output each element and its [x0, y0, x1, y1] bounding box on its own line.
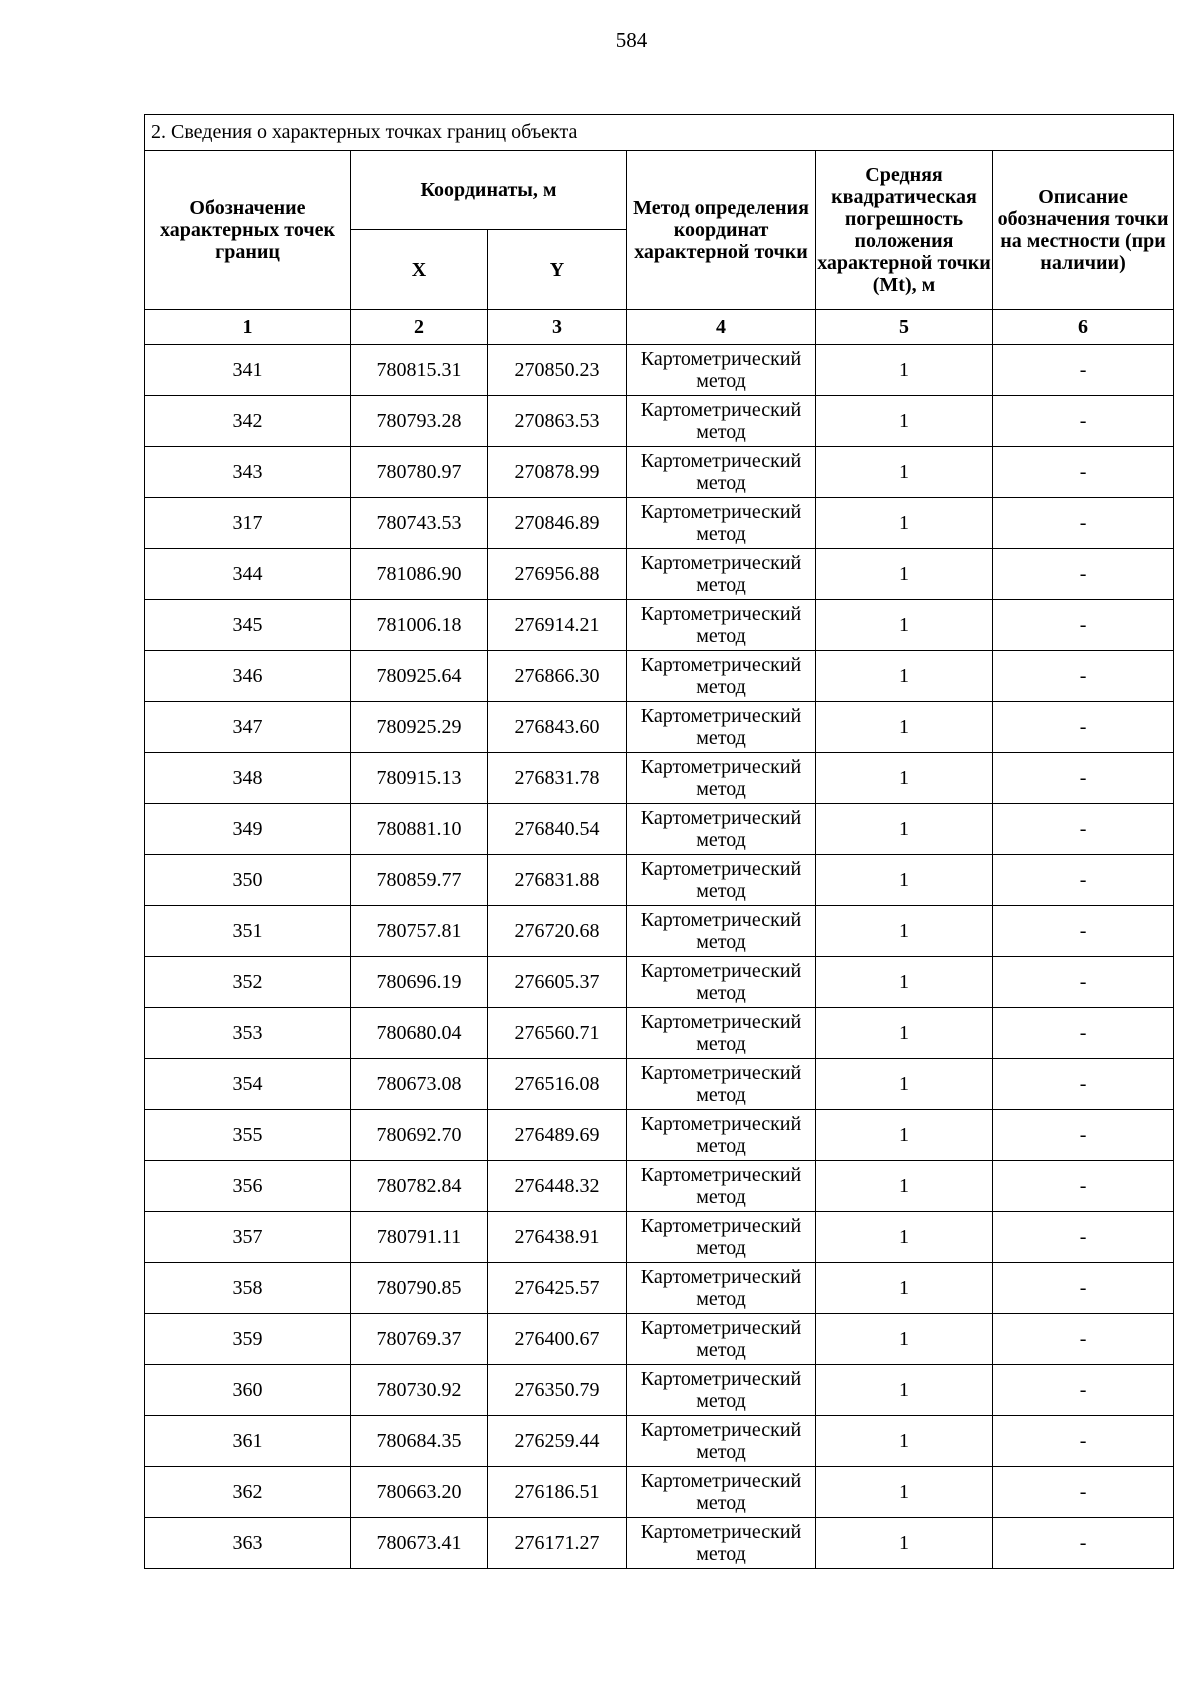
column-number: 3 [488, 310, 627, 345]
point-cell: 356 [145, 1161, 351, 1212]
y-cell: 276350.79 [488, 1365, 627, 1416]
table-row [145, 396, 1174, 447]
table-row [145, 855, 1174, 906]
table-row [145, 1467, 1174, 1518]
method-cell: Картометрический метод [627, 345, 816, 396]
method-cell: Картометрический метод [627, 447, 816, 498]
header-designation: Обозначение характерных точек границ [145, 151, 351, 310]
point-cell: 361 [145, 1416, 351, 1467]
x-cell: 780663.20 [351, 1467, 488, 1518]
description-cell: - [993, 957, 1174, 1008]
description-cell: - [993, 396, 1174, 447]
table-row [145, 1263, 1174, 1314]
error-cell: 1 [816, 855, 993, 906]
error-cell: 1 [816, 549, 993, 600]
error-cell: 1 [816, 447, 993, 498]
column-number: 5 [816, 310, 993, 345]
point-cell: 342 [145, 396, 351, 447]
description-cell: - [993, 855, 1174, 906]
method-cell: Картометрический метод [627, 1314, 816, 1365]
y-cell: 276516.08 [488, 1059, 627, 1110]
point-cell: 346 [145, 651, 351, 702]
table-row [145, 447, 1174, 498]
x-cell: 780925.29 [351, 702, 488, 753]
x-cell: 781006.18 [351, 600, 488, 651]
table-row [145, 498, 1174, 549]
x-cell: 780680.04 [351, 1008, 488, 1059]
error-cell: 1 [816, 498, 993, 549]
header-coordinates: Координаты, м [351, 151, 627, 230]
error-cell: 1 [816, 1416, 993, 1467]
boundary-points-table [144, 114, 1174, 1569]
y-cell: 276186.51 [488, 1467, 627, 1518]
x-cell: 780791.11 [351, 1212, 488, 1263]
y-cell: 270878.99 [488, 447, 627, 498]
column-number: 1 [145, 310, 351, 345]
method-cell: Картометрический метод [627, 1161, 816, 1212]
table-row [145, 1008, 1174, 1059]
x-cell: 780859.77 [351, 855, 488, 906]
y-cell: 276560.71 [488, 1008, 627, 1059]
error-cell: 1 [816, 1314, 993, 1365]
header-y: Y [488, 230, 627, 310]
header-error: Средняя квадратическая погрешность положения характерной точки (Mt), м [816, 151, 993, 310]
table-row [145, 345, 1174, 396]
table-caption: 2. Сведения о характерных точках границ объекта [145, 115, 1174, 151]
method-cell: Картометрический метод [627, 1110, 816, 1161]
method-cell: Картометрический метод [627, 1416, 816, 1467]
error-cell: 1 [816, 957, 993, 1008]
point-cell: 362 [145, 1467, 351, 1518]
x-cell: 780673.08 [351, 1059, 488, 1110]
table-row [145, 957, 1174, 1008]
error-cell: 1 [816, 1212, 993, 1263]
y-cell: 276720.68 [488, 906, 627, 957]
x-cell: 781086.90 [351, 549, 488, 600]
method-cell: Картометрический метод [627, 855, 816, 906]
x-cell: 780780.97 [351, 447, 488, 498]
description-cell: - [993, 498, 1174, 549]
y-cell: 276866.30 [488, 651, 627, 702]
y-cell: 276400.67 [488, 1314, 627, 1365]
table-row [145, 804, 1174, 855]
y-cell: 276956.88 [488, 549, 627, 600]
error-cell: 1 [816, 1110, 993, 1161]
y-cell: 276840.54 [488, 804, 627, 855]
x-cell: 780925.64 [351, 651, 488, 702]
point-cell: 344 [145, 549, 351, 600]
point-cell: 348 [145, 753, 351, 804]
x-cell: 780730.92 [351, 1365, 488, 1416]
method-cell: Картометрический метод [627, 498, 816, 549]
point-cell: 345 [145, 600, 351, 651]
description-cell: - [993, 1365, 1174, 1416]
y-cell: 276448.32 [488, 1161, 627, 1212]
table-row [145, 1212, 1174, 1263]
table-row [145, 1365, 1174, 1416]
header-x: X [351, 230, 488, 310]
description-cell: - [993, 1416, 1174, 1467]
y-cell: 270846.89 [488, 498, 627, 549]
error-cell: 1 [816, 1008, 993, 1059]
error-cell: 1 [816, 1365, 993, 1416]
description-cell: - [993, 600, 1174, 651]
y-cell: 276171.27 [488, 1518, 627, 1569]
error-cell: 1 [816, 906, 993, 957]
error-cell: 1 [816, 1518, 993, 1569]
x-cell: 780757.81 [351, 906, 488, 957]
description-cell: - [993, 702, 1174, 753]
method-cell: Картометрический метод [627, 549, 816, 600]
x-cell: 780684.35 [351, 1416, 488, 1467]
point-cell: 360 [145, 1365, 351, 1416]
column-number: 4 [627, 310, 816, 345]
description-cell: - [993, 1110, 1174, 1161]
y-cell: 276914.21 [488, 600, 627, 651]
method-cell: Картометрический метод [627, 1518, 816, 1569]
point-cell: 357 [145, 1212, 351, 1263]
method-cell: Картометрический метод [627, 1059, 816, 1110]
description-cell: - [993, 906, 1174, 957]
x-cell: 780692.70 [351, 1110, 488, 1161]
description-cell: - [993, 1467, 1174, 1518]
error-cell: 1 [816, 1263, 993, 1314]
x-cell: 780743.53 [351, 498, 488, 549]
method-cell: Картометрический метод [627, 753, 816, 804]
point-cell: 347 [145, 702, 351, 753]
y-cell: 276843.60 [488, 702, 627, 753]
description-cell: - [993, 345, 1174, 396]
point-cell: 350 [145, 855, 351, 906]
method-cell: Картометрический метод [627, 1467, 816, 1518]
error-cell: 1 [816, 1467, 993, 1518]
error-cell: 1 [816, 345, 993, 396]
method-cell: Картометрический метод [627, 1008, 816, 1059]
error-cell: 1 [816, 396, 993, 447]
table-row [145, 753, 1174, 804]
y-cell: 270863.53 [488, 396, 627, 447]
column-number-row [145, 310, 1174, 345]
description-cell: - [993, 1314, 1174, 1365]
x-cell: 780696.19 [351, 957, 488, 1008]
description-cell: - [993, 1161, 1174, 1212]
method-cell: Картометрический метод [627, 1212, 816, 1263]
point-cell: 359 [145, 1314, 351, 1365]
page-number: 584 [615, 28, 648, 52]
error-cell: 1 [816, 1059, 993, 1110]
y-cell: 276489.69 [488, 1110, 627, 1161]
point-cell: 349 [145, 804, 351, 855]
description-cell: - [993, 753, 1174, 804]
x-cell: 780881.10 [351, 804, 488, 855]
description-cell: - [993, 1518, 1174, 1569]
x-cell: 780815.31 [351, 345, 488, 396]
y-cell: 276438.91 [488, 1212, 627, 1263]
description-cell: - [993, 447, 1174, 498]
table-caption-row [145, 115, 1174, 151]
y-cell: 276831.88 [488, 855, 627, 906]
header-row-top [145, 151, 1174, 230]
description-cell: - [993, 804, 1174, 855]
table-row [145, 1416, 1174, 1467]
x-cell: 780673.41 [351, 1518, 488, 1569]
method-cell: Картометрический метод [627, 906, 816, 957]
point-cell: 354 [145, 1059, 351, 1110]
description-cell: - [993, 1212, 1174, 1263]
error-cell: 1 [816, 1161, 993, 1212]
table-row [145, 1314, 1174, 1365]
point-cell: 352 [145, 957, 351, 1008]
table-row [145, 1110, 1174, 1161]
point-cell: 358 [145, 1263, 351, 1314]
method-cell: Картометрический метод [627, 1365, 816, 1416]
point-cell: 317 [145, 498, 351, 549]
error-cell: 1 [816, 702, 993, 753]
point-cell: 355 [145, 1110, 351, 1161]
point-cell: 343 [145, 447, 351, 498]
description-cell: - [993, 549, 1174, 600]
error-cell: 1 [816, 753, 993, 804]
table-row [145, 549, 1174, 600]
table-row [145, 1161, 1174, 1212]
point-cell: 341 [145, 345, 351, 396]
y-cell: 276425.57 [488, 1263, 627, 1314]
x-cell: 780790.85 [351, 1263, 488, 1314]
description-cell: - [993, 651, 1174, 702]
table-row [145, 651, 1174, 702]
description-cell: - [993, 1008, 1174, 1059]
x-cell: 780782.84 [351, 1161, 488, 1212]
x-cell: 780769.37 [351, 1314, 488, 1365]
method-cell: Картометрический метод [627, 702, 816, 753]
x-cell: 780915.13 [351, 753, 488, 804]
point-cell: 353 [145, 1008, 351, 1059]
column-number: 2 [351, 310, 488, 345]
table-row [145, 600, 1174, 651]
table-row [145, 906, 1174, 957]
table-row [145, 702, 1174, 753]
method-cell: Картометрический метод [627, 600, 816, 651]
table-row [145, 1059, 1174, 1110]
method-cell: Картометрический метод [627, 396, 816, 447]
description-cell: - [993, 1263, 1174, 1314]
method-cell: Картометрический метод [627, 1263, 816, 1314]
method-cell: Картометрический метод [627, 957, 816, 1008]
error-cell: 1 [816, 600, 993, 651]
y-cell: 270850.23 [488, 345, 627, 396]
point-cell: 363 [145, 1518, 351, 1569]
x-cell: 780793.28 [351, 396, 488, 447]
method-cell: Картометрический метод [627, 804, 816, 855]
point-cell: 351 [145, 906, 351, 957]
header-description: Описание обозначения точки на местности (при наличии) [993, 151, 1174, 310]
column-number: 6 [993, 310, 1174, 345]
y-cell: 276259.44 [488, 1416, 627, 1467]
table-row [145, 1518, 1174, 1569]
error-cell: 1 [816, 651, 993, 702]
description-cell: - [993, 1059, 1174, 1110]
header-method: Метод определения координат характерной точки [627, 151, 816, 310]
y-cell: 276605.37 [488, 957, 627, 1008]
y-cell: 276831.78 [488, 753, 627, 804]
method-cell: Картометрический метод [627, 651, 816, 702]
error-cell: 1 [816, 804, 993, 855]
